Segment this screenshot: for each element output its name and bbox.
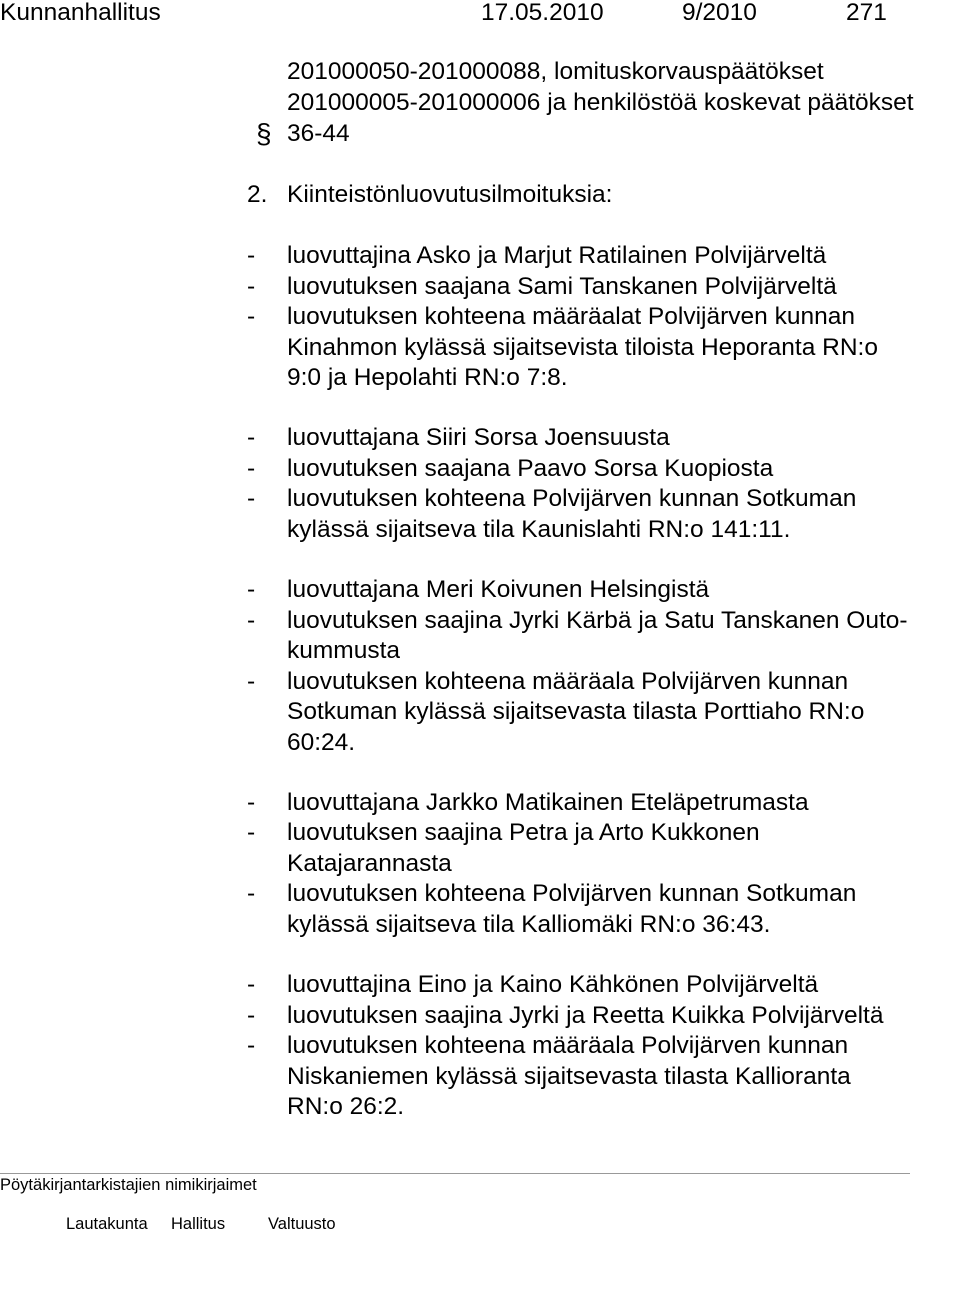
bullet-dash: - bbox=[247, 576, 256, 603]
list-item-line: luovutuksen saajana Paavo Sorsa Kuopiosta bbox=[287, 455, 774, 482]
bullet-dash: - bbox=[247, 668, 256, 695]
list-item-line: luovutuksen saajana Sami Tanskanen Polvijärveltä bbox=[287, 273, 837, 300]
header-org: Kunnanhallitus bbox=[0, 0, 161, 26]
header-issue: 9/2010 bbox=[682, 0, 757, 26]
bullet-dash: - bbox=[247, 971, 256, 998]
list-item-line: 60:24. bbox=[287, 729, 356, 756]
list-item-line: luovuttajana Siiri Sorsa Joensuusta bbox=[287, 424, 670, 451]
footer-label-hallitus: Hallitus bbox=[171, 1215, 226, 1233]
list-item-line: luovutuksen kohteena määräala Polvijärven kunnan bbox=[287, 668, 849, 695]
list-item-line: luovuttajina Eino ja Kaino Kähkönen Polvijärveltä bbox=[287, 971, 819, 998]
list-item-line: RN:o 26:2. bbox=[287, 1093, 405, 1120]
bullet-dash: - bbox=[247, 1002, 256, 1029]
list-item-line: luovutuksen kohteena Polvijärven kunnan Sotkuman bbox=[287, 485, 857, 512]
intro-line-2: 201000005-201000006 ja henkilöstöä koskevat päätökset bbox=[287, 89, 914, 116]
footer-label-lautakunta: Lautakunta bbox=[66, 1215, 148, 1233]
list-item-line: Kinahmon kylässä sijaitsevista tiloista Heporanta RN:o bbox=[287, 334, 878, 361]
list-item-line: luovutuksen saajina Jyrki Kärbä ja Satu Tanskanen Outo- bbox=[287, 607, 908, 634]
bullet-dash: - bbox=[247, 242, 256, 269]
bullet-dash: - bbox=[247, 880, 256, 907]
bullet-dash: - bbox=[247, 303, 256, 330]
footer-title: Pöytäkirjantarkistajien nimikirjaimet bbox=[0, 1176, 257, 1194]
section-number: 2. bbox=[247, 181, 268, 208]
footer-divider bbox=[0, 1173, 910, 1174]
list-item-line: kummusta bbox=[287, 637, 401, 664]
intro-line-1: 201000050-201000088, lomituskorvauspäätökset bbox=[287, 58, 824, 85]
list-item-line: 9:0 ja Hepolahti RN:o 7:8. bbox=[287, 364, 568, 391]
list-item-line: luovutuksen saajina Petra ja Arto Kukkonen bbox=[287, 819, 760, 846]
list-item-line: luovutuksen saajina Jyrki ja Reetta Kuikka Polvijärveltä bbox=[287, 1002, 884, 1029]
list-item-line: Katajarannasta bbox=[287, 850, 452, 877]
list-item-line: luovuttajina Asko ja Marjut Ratilainen Polvijärveltä bbox=[287, 242, 827, 269]
list-item-line: Sotkuman kylässä sijaitsevasta tilasta Porttiaho RN:o bbox=[287, 698, 865, 725]
list-item-line: Niskaniemen kylässä sijaitsevasta tilasta Kallioranta bbox=[287, 1063, 851, 1090]
list-item-line: luovutuksen kohteena määräala Polvijärven kunnan bbox=[287, 1032, 849, 1059]
bullet-dash: - bbox=[247, 1032, 256, 1059]
bullet-dash: - bbox=[247, 273, 256, 300]
header-date: 17.05.2010 bbox=[481, 0, 604, 26]
list-item-line: luovutuksen kohteena Polvijärven kunnan Sotkuman bbox=[287, 880, 857, 907]
bullet-dash: - bbox=[247, 485, 256, 512]
intro-line-3: 36-44 bbox=[287, 120, 350, 147]
list-item-line: luovuttajana Jarkko Matikainen Eteläpetrumasta bbox=[287, 789, 809, 816]
list-item-line: kylässä sijaitseva tila Kalliomäki RN:o 36:43. bbox=[287, 911, 771, 938]
list-item-line: luovutuksen kohteena määräalat Polvijärven kunnan bbox=[287, 303, 855, 330]
bullet-dash: - bbox=[247, 455, 256, 482]
list-item-line: kylässä sijaitseva tila Kaunislahti RN:o 141:11. bbox=[287, 516, 791, 543]
list-item-line: luovuttajana Meri Koivunen Helsingistä bbox=[287, 576, 710, 603]
bullet-dash: - bbox=[247, 819, 256, 846]
header-page: 271 bbox=[846, 0, 887, 26]
section-symbol: § bbox=[256, 118, 272, 149]
bullet-dash: - bbox=[247, 789, 256, 816]
bullet-dash: - bbox=[247, 607, 256, 634]
bullet-dash: - bbox=[247, 424, 256, 451]
footer-label-valtuusto: Valtuusto bbox=[268, 1215, 336, 1233]
section-title: Kiinteistönluovutusilmoituksia: bbox=[287, 181, 613, 208]
